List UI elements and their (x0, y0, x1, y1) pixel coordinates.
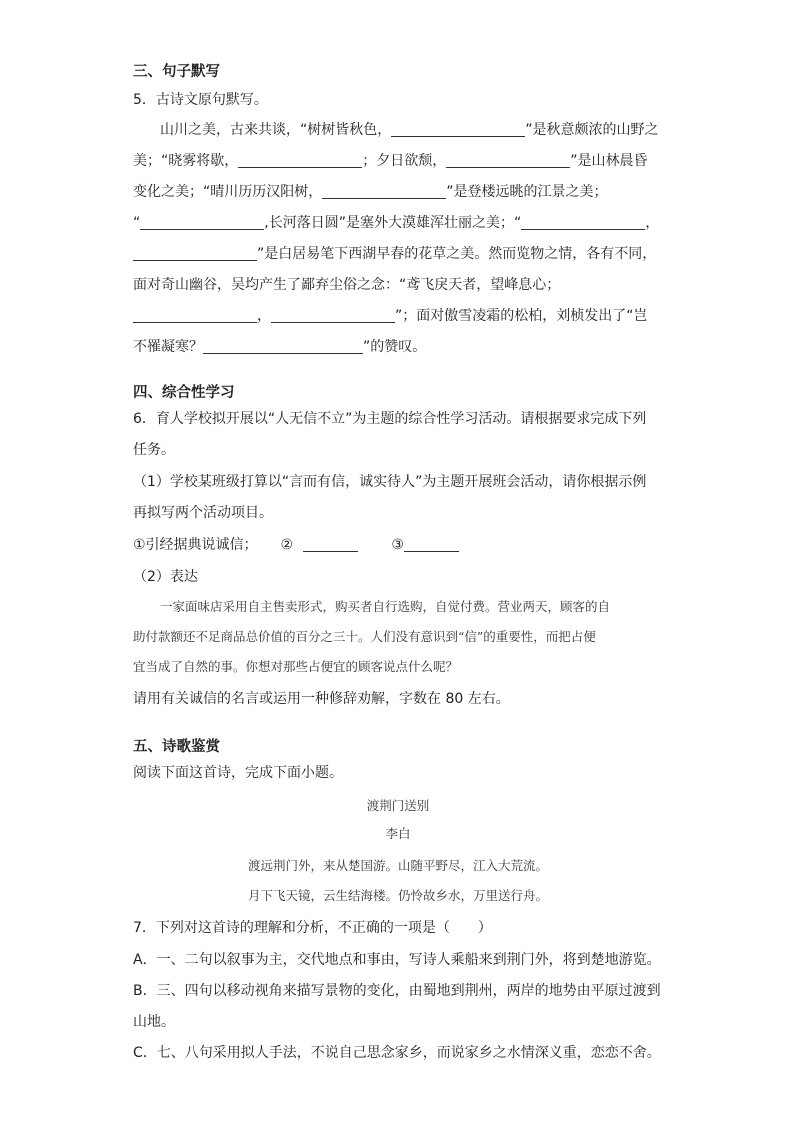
text-segment: 不罹凝寒？ (133, 339, 203, 355)
poem-title: 渡荆门送别 (366, 798, 430, 813)
material-line-2: 助付款额还不足商品总价值的百分之三十。人们没有意识到“信”的重要性，而把占便 (133, 629, 596, 644)
answer-blank[interactable] (303, 536, 358, 552)
section-5-title: 五、诗歌鉴赏 (133, 739, 220, 755)
answer-blank[interactable] (271, 307, 395, 323)
activity-items (133, 535, 459, 555)
text-segment: “ (133, 215, 141, 231)
item-number: ② (280, 537, 294, 553)
option-b-line-1[interactable]: B．三、四句以移动视角来描写景物的变化，由蜀地到荆州，两岸的地势由平原过渡到 (133, 983, 661, 999)
recite-line-1 (160, 120, 659, 140)
recite-line-3 (133, 182, 608, 202)
text-segment: 变化之美；“晴川历历汉阳树， (133, 184, 323, 200)
answer-blank[interactable] (322, 183, 446, 199)
text-segment: ,长河落日圆”是塞外大漠雄浑壮丽之美；“ (264, 215, 522, 231)
part-1-line-2: 再拟写两个活动项目。 (133, 505, 273, 521)
answer-blank[interactable] (391, 121, 525, 137)
question-6-stem-line-1: 6．育人学校拟开展以“人无信不立”为主题的综合性学习活动。请根据要求完成下列 (133, 411, 647, 427)
material-line-3: 宜当成了自然的事。你想对那些占便宜的顾客说点什么呢？ (133, 659, 459, 674)
material-line-1: 一家面味店采用自主售卖形式，购买者自行选购，自觉付费。营业两天，顾客的自 (160, 599, 611, 614)
text-segment: ”；面对傲雪凌霜的松柏，刘桢发出了“岂 (395, 308, 648, 324)
question-7-stem: 7．下列对这首诗的理解和分析，不正确的一项是（ ） (133, 920, 492, 936)
question-5-stem: 5．古诗文原句默写。 (133, 92, 268, 108)
answer-blank[interactable] (446, 152, 570, 168)
poem-line-1: 渡远荆门外，来从楚国游。山随平野尽，江入大荒流。 (247, 858, 548, 873)
part-2-label: （2）表达 (133, 569, 198, 585)
question-6-stem-line-2: 任务。 (133, 442, 175, 458)
section-3-title: 三、句子默写 (133, 64, 220, 80)
text-segment: ， (257, 308, 271, 324)
text-segment: ， (645, 215, 660, 231)
option-a[interactable]: A．一、二句以叙事为主，交代地点和事由，写诗人乘船来到荆门外，将到楚地游览。 (133, 952, 661, 968)
text-segment: ”是秋意颇浓的山野之 (525, 122, 659, 138)
recite-line-8 (133, 337, 426, 357)
poem-line-2: 月下飞天镜，云生结海楼。仍怜故乡水，万里送行舟。 (247, 888, 548, 903)
option-b-line-2[interactable]: 山地。 (133, 1014, 175, 1030)
text-segment: ”是山林晨昏 (570, 153, 648, 169)
recite-line-2 (133, 151, 648, 171)
answer-blank[interactable] (133, 307, 257, 323)
text-segment: 美；“晓雾将歇， (133, 153, 239, 169)
recite-line-4 (133, 213, 659, 233)
recite-line-7 (133, 306, 648, 326)
answer-blank[interactable] (140, 214, 264, 230)
section-4-title: 四、综合性学习 (133, 385, 235, 401)
text-segment: 山川之美，古来共谈，“树树皆秋色， (160, 122, 392, 138)
text-segment: ；夕日欲颓， (362, 153, 447, 169)
answer-blank[interactable] (238, 152, 362, 168)
recite-line-5 (133, 244, 656, 264)
poem-author: 李白 (385, 826, 411, 841)
answer-blank[interactable] (133, 245, 257, 261)
item-number: ③ (391, 537, 404, 553)
text-segment: ”的赞叹。 (363, 339, 427, 355)
answer-blank[interactable] (404, 536, 459, 552)
example-item: ①引经据典说诚信； (133, 537, 258, 553)
text-segment: ”是白居易笔下西湖早春的花草之美。然而览物之情，各有不同， (257, 246, 657, 262)
text-segment: ”是登楼远眺的江景之美； (446, 184, 608, 200)
answer-blank[interactable] (521, 214, 645, 230)
part-1-line-1: （1）学校某班级打算以“言而有信，诚实待人”为主题开展班会活动，请你根据示例 (133, 474, 647, 490)
answer-blank[interactable] (203, 338, 363, 354)
part-2-requirement: 请用有关诚信的名言或运用一种修辞劝解，字数在 80 左右。 (133, 691, 510, 707)
poem-intro: 阅读下面这首诗，完成下面小题。 (133, 765, 343, 781)
option-c[interactable]: C．七、八句采用拟人手法，不说自己思念家乡，而说家乡之水情深义重，恋恋不舍。 (133, 1045, 661, 1061)
recite-line-6: 面对奇山幽谷，吴均产生了鄙弃尘俗之念：“鸢飞戾天者，望峰息心； (133, 277, 561, 293)
